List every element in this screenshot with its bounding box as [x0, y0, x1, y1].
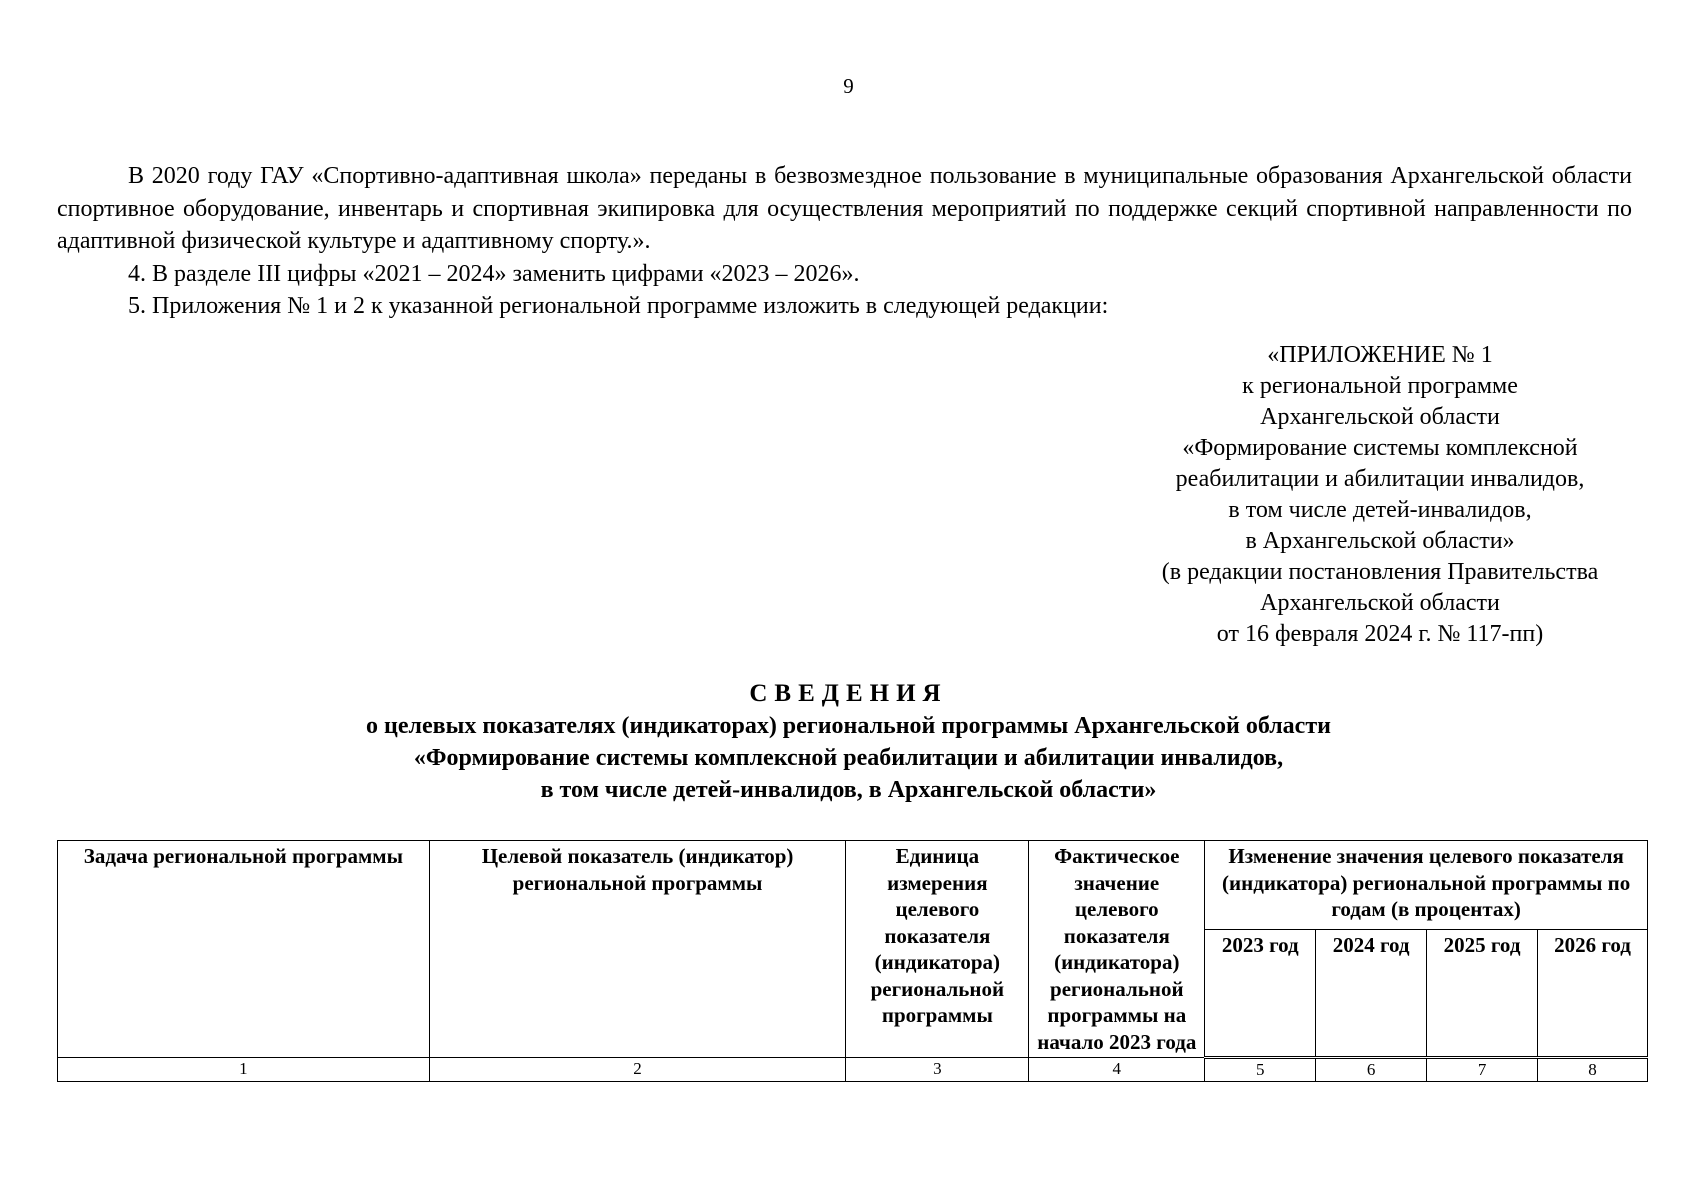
header-year: 2025 год	[1427, 930, 1538, 1058]
column-number: 2	[429, 1058, 846, 1082]
header-unit: Единица измерения целевого показателя (индикатора) региональной программы	[846, 841, 1029, 1058]
appendix-line: «Формирование системы комплексной	[1182, 435, 1578, 461]
column-number: 5	[1205, 1058, 1316, 1082]
header-task: Задача региональной программы	[58, 841, 430, 1058]
column-number: 6	[1316, 1058, 1427, 1082]
appendix-line: к региональной программе	[1242, 373, 1518, 399]
paragraph-sport-equipment: В 2020 году ГАУ «Спортивно-адаптивная школа» переданы в безвозмездное пользование в муниципальные образования Архангельской области спортивное оборудование, инвентарь и спортивная экипировка для осуществления мероприятий по поддержке секций спортивной направленности по адаптивной физической культуре и адаптивному спорту.».	[57, 163, 1632, 254]
document-title	[0, 678, 1697, 806]
paragraph-section-three: 4. В разделе III цифры «2021 – 2024» заменить цифрами «2023 – 2026».	[128, 260, 860, 287]
title-line: в том числе детей-инвалидов, в Архангельской области»	[540, 777, 1157, 803]
header-change-by-year: Изменение значения целевого показателя (индикатора) региональной программы по годам (в процентах)	[1205, 841, 1648, 930]
appendix-line: от 16 февраля 2024 г. № 117-пп)	[1216, 621, 1544, 647]
title-line: «Формирование системы комплексной реабилитации и абилитации инвалидов,	[413, 745, 1284, 771]
column-number: 3	[846, 1058, 1029, 1082]
appendix-line: (в редакции постановления Правительства	[1161, 559, 1599, 585]
body-text	[57, 160, 1632, 323]
appendix-line: в Архангельской области»	[1245, 528, 1515, 554]
table-header-row	[58, 841, 1648, 930]
indicators-table	[57, 840, 1648, 1082]
header-indicator: Целевой показатель (индикатор) региональной программы	[429, 841, 846, 1058]
column-number: 8	[1538, 1058, 1648, 1082]
header-year: 2024 год	[1316, 930, 1427, 1058]
column-number: 4	[1029, 1058, 1205, 1082]
appendix-line: реабилитации и абилитации инвалидов,	[1175, 466, 1585, 492]
column-number: 7	[1427, 1058, 1538, 1082]
appendix-line: «ПРИЛОЖЕНИЕ № 1	[1267, 342, 1493, 368]
page-number: 9	[843, 74, 854, 98]
appendix-line: Архангельской области	[1260, 404, 1500, 430]
header-year: 2026 год	[1538, 930, 1648, 1058]
title-line: о целевых показателях (индикаторах) региональной программы Архангельской области	[366, 713, 1331, 739]
column-number: 1	[58, 1058, 430, 1082]
header-actual-value: Фактическое значение целевого показателя (индикатора) региональной программы на начало 2023 года	[1029, 841, 1205, 1058]
appendix-line: в том числе детей-инвалидов,	[1228, 497, 1532, 523]
title-main: СВЕДЕНИЯ	[749, 680, 948, 707]
header-year: 2023 год	[1205, 930, 1316, 1058]
appendix-heading	[1110, 340, 1650, 650]
appendix-line: Архангельской области	[1260, 590, 1500, 616]
column-number-row	[58, 1058, 1648, 1082]
paragraph-appendices: 5. Приложения № 1 и 2 к указанной региональной программе изложить в следующей редакции:	[128, 293, 1109, 319]
